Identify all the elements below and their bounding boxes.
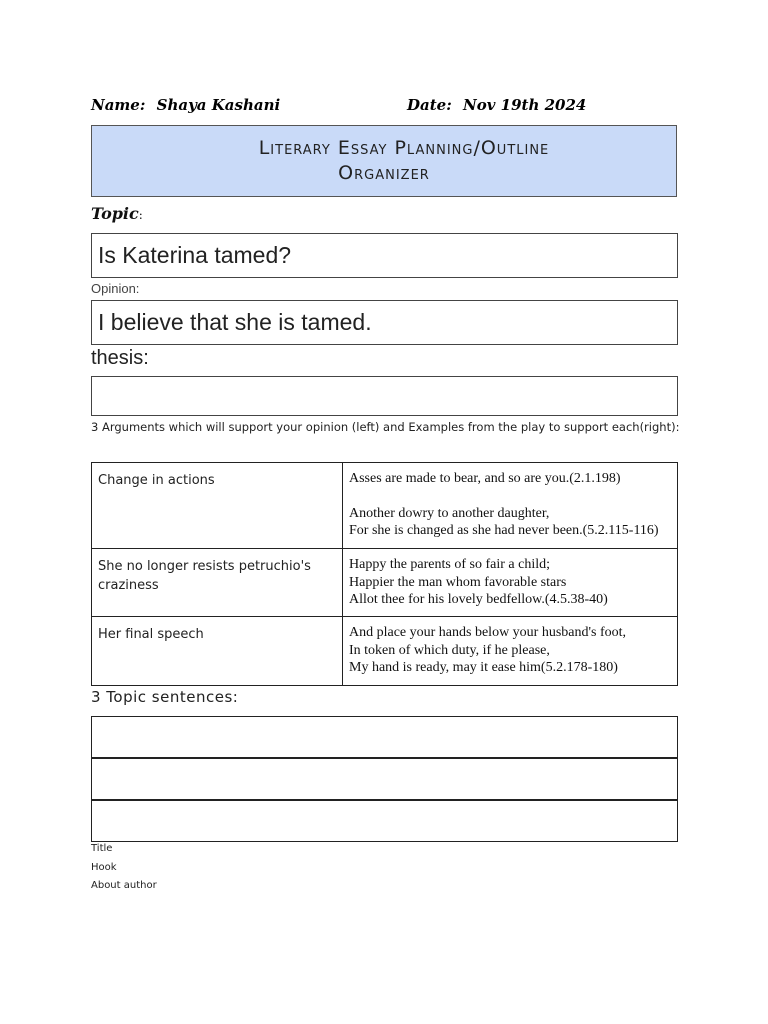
examples-cell[interactable] — [343, 617, 678, 686]
thesis-label: thesis: — [91, 347, 149, 369]
title-banner — [91, 125, 677, 197]
example-line: Happy the parents of so fair a child; — [349, 557, 550, 572]
topic-sentence-box-1[interactable] — [91, 716, 678, 758]
date-label: Date: — [407, 96, 452, 114]
name-value: Shaya Kashani — [156, 96, 281, 114]
example-line: Happier the man whom favorable stars — [349, 574, 567, 590]
examples-cell[interactable] — [343, 463, 678, 549]
arguments-instructions: 3 Arguments which will support your opinion (left) and Examples from the play to support each(right): — [91, 420, 680, 434]
date-field — [407, 96, 586, 114]
example-line: Asses are made to bear, and so are you.(2.1.198) — [349, 471, 621, 486]
topic-sentence-box-2[interactable] — [91, 758, 678, 800]
title-line-2: Organizer — [338, 162, 430, 184]
table-row — [92, 463, 678, 549]
example-line: My hand is ready, may it ease him(5.2.178-180) — [349, 660, 618, 675]
topic-sentences-label: 3 Topic sentences: — [91, 688, 239, 706]
footer-item-title: Title — [91, 843, 113, 854]
table-row — [92, 617, 678, 686]
argument-cell[interactable]: She no longer resists petruchio's craziness — [92, 549, 343, 617]
argument-cell[interactable]: Her final speech — [92, 617, 343, 686]
name-label: Name: — [91, 96, 146, 114]
footer-item-hook: Hook — [91, 862, 117, 873]
thesis-answer-box[interactable] — [91, 376, 678, 416]
date-value: Nov 19th 2024 — [462, 96, 587, 114]
opinion-answer-box[interactable] — [91, 300, 678, 345]
footer-item-about-author: About author — [91, 880, 157, 891]
example-line: For she is changed as she had never been.(5.2.115-116) — [349, 523, 659, 538]
example-line — [349, 488, 671, 505]
name-field — [91, 96, 280, 114]
topic-label — [91, 204, 143, 223]
arguments-table — [91, 462, 678, 686]
example-line: Allot thee for his lovely bedfellow.(4.5.38-40) — [349, 592, 608, 607]
argument-cell[interactable]: Change in actions — [92, 463, 343, 549]
table-row — [92, 549, 678, 617]
title-line-1: Literary Essay Planning/Outline — [258, 137, 550, 159]
topic-label-text: Topic — [91, 204, 139, 223]
topic-sentence-box-3[interactable] — [91, 800, 678, 842]
example-line: And place your hands below your husband's foot, — [349, 625, 627, 640]
example-line: Another dowry to another daughter, — [349, 505, 550, 521]
examples-cell[interactable] — [343, 549, 678, 617]
topic-label-colon: : — [138, 208, 143, 222]
example-line: In token of which duty, if he please, — [349, 642, 550, 658]
topic-answer-box[interactable] — [91, 233, 678, 278]
opinion-label: Opinion: — [91, 281, 140, 296]
opinion-answer: I believe that she is tamed. — [98, 309, 372, 335]
topic-answer: Is Katerina tamed? — [98, 242, 292, 268]
